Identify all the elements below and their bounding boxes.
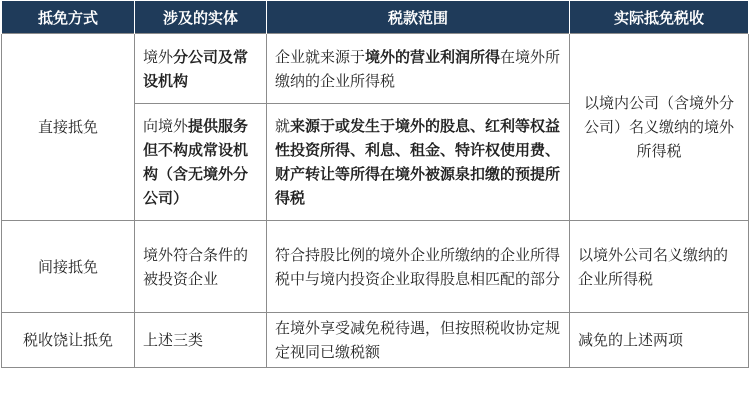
table-row bbox=[2, 34, 749, 104]
entity-service-prefix: 向境外 bbox=[143, 117, 189, 135]
entity-all-three: 上述三类 bbox=[135, 313, 267, 368]
scope-business-profit-bold: 境外的营业利润所得 bbox=[365, 47, 501, 66]
scope-business-profit-prefix: 企业就来源于 bbox=[275, 47, 366, 66]
credit-indirect: 以境外公司名义缴纳的企业所得税 bbox=[570, 221, 749, 313]
header-scope: 税款范围 bbox=[267, 1, 570, 34]
method-direct: 直接抵免 bbox=[2, 34, 135, 221]
header-entity: 涉及的实体 bbox=[135, 1, 267, 34]
method-tax-sparing: 税收饶让抵免 bbox=[2, 313, 135, 368]
table-row bbox=[2, 313, 749, 368]
entity-branch-prefix: 境外 bbox=[143, 47, 174, 66]
credit-direct: 以境内公司（含境外分公司）名义缴纳的境外所得税 bbox=[570, 34, 749, 221]
scope-withholding-prefix: 就 bbox=[275, 117, 291, 135]
header-method: 抵免方式 bbox=[2, 1, 135, 34]
method-indirect: 间接抵免 bbox=[2, 221, 135, 313]
entity-service-provider bbox=[135, 104, 267, 221]
table-row bbox=[2, 221, 749, 313]
tax-credit-table bbox=[1, 1, 749, 368]
entity-branch bbox=[135, 34, 267, 104]
entity-service-bold: 提供服务但不构成常设机构（含无境外分公司） bbox=[143, 117, 249, 207]
scope-business-profit-suffix: 在境外所缴纳的企业所得税 bbox=[275, 47, 561, 90]
header-actual-credit: 实际抵免税收 bbox=[570, 1, 749, 34]
table-body bbox=[2, 34, 749, 368]
table-header bbox=[2, 1, 749, 34]
header-row bbox=[2, 1, 749, 34]
scope-indirect: 符合持股比例的境外企业所缴纳的企业所得税中与境内投资企业取得股息相匹配的部分 bbox=[267, 221, 570, 313]
scope-withholding-bold: 来源于或发生于境外的股息、红利等权益性投资所得、利息、租金、特许权使用费、财产转让等所得在境外被源泉扣缴的预提所得税 bbox=[275, 117, 561, 207]
entity-investee: 境外符合条件的被投资企业 bbox=[135, 221, 267, 313]
scope-business-profit bbox=[267, 34, 570, 104]
entity-branch-bold: 分公司及常设机构 bbox=[143, 47, 249, 90]
credit-tax-sparing: 减免的上述两项 bbox=[570, 313, 749, 368]
scope-withholding bbox=[267, 104, 570, 221]
scope-tax-sparing: 在境外享受减免税待遇，但按照税收协定规定视同已缴税额 bbox=[267, 313, 570, 368]
